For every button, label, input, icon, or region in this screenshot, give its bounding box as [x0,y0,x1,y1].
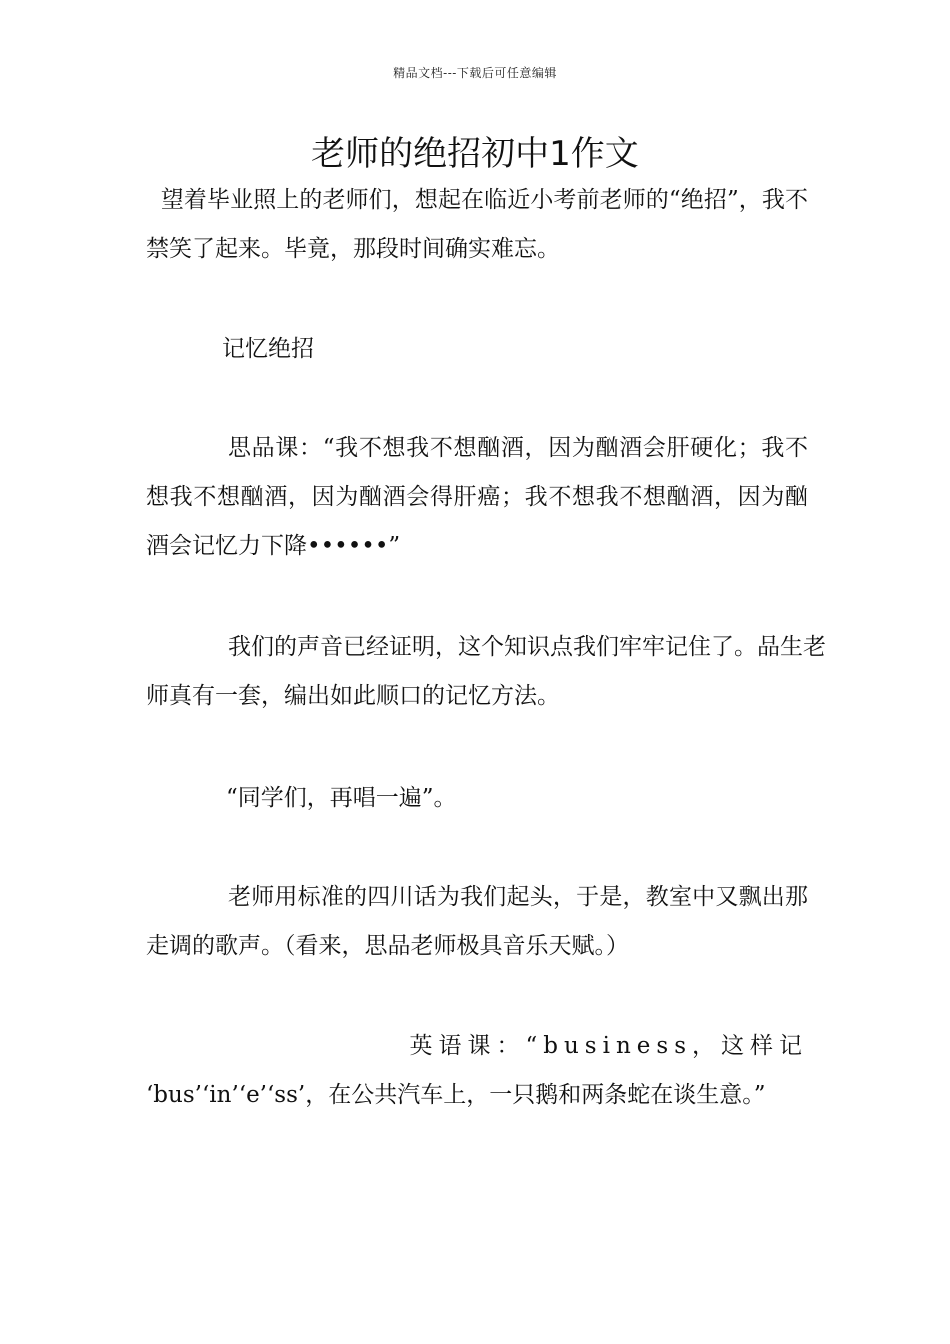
paragraph-sing-again: “同学们，再唱一遍”。 [226,785,457,811]
paragraph-intro: 望着毕业照上的老师们，想起在临近小考前老师的“绝招”，我不禁笑了起来。毕竟，那段时间确实难忘。 [146,187,808,262]
paragraph-english-class [146,1022,808,1120]
english-class-lead: 英语课：“business，这样记 [409,1033,808,1059]
section-heading-memory-tricks: 记忆绝招 [222,336,314,362]
page-header: 精品文档---下载后可任意编辑 [393,66,557,80]
document-title: 老师的绝招初中1作文 [311,134,639,174]
paragraph-memory-result: 我们的声音已经证明，这个知识点我们牢牢记住了。品生老师真有一套，编出如此顺口的记忆方法。 [146,634,826,709]
english-class-rest: ‘bus’‘in’‘e’‘ss’，在公共汽车上，一只鹅和两条蛇在谈生意。” [146,1082,766,1108]
paragraph-sichuan-dialect: 老师用标准的四川话为我们起头，于是，教室中又飘出那走调的歌声。（看来，思品老师极具音乐天赋。） [146,884,808,959]
paragraph-ethics-class: 思品课：“我不想我不想酗酒，因为酗酒会肝硬化；我不想我不想酗酒，因为酗酒会得肝癌；我不想我不想酗酒，因为酗酒会记忆力下降••••••” [146,435,808,559]
